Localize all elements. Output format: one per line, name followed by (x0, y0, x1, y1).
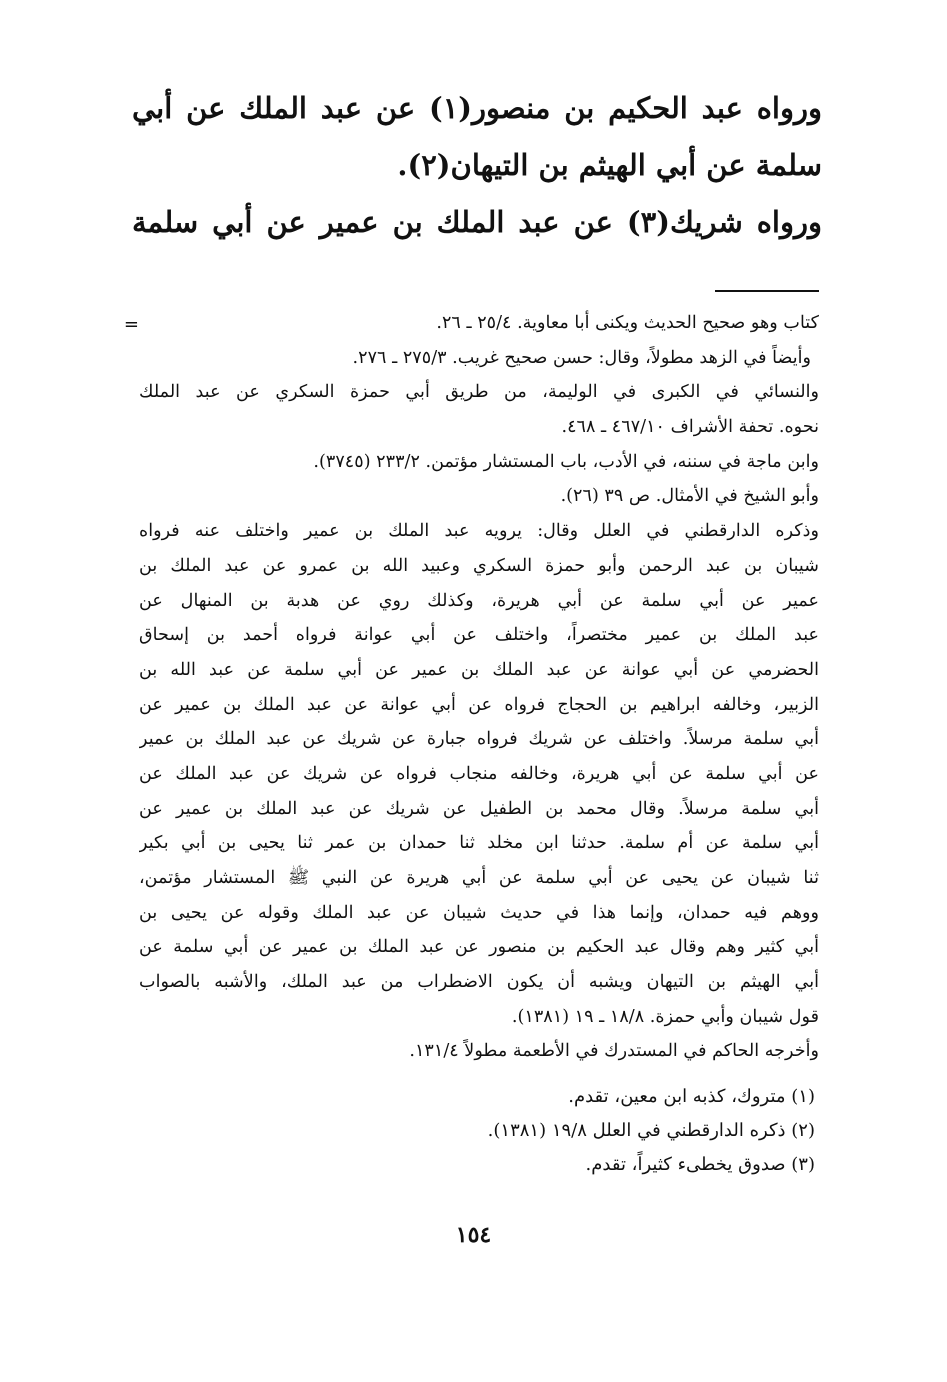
note-line: عبد الملك بن عمير مختصراً، واختلف عن أبي عوانة فرواه أحمد بن إسحاق (139, 625, 819, 646)
main-text (132, 80, 822, 251)
note-line: وذكره الدارقطني في العلل وقال: يرويه عبد الملك بن عمير واختلف عنه فرواه (139, 521, 819, 542)
note-line: شيبان بن عبد الرحمن وأبو حمزة السكري وعبيد الله بن عمرو عن عبد الملك بن (139, 555, 819, 576)
continued-footnote (139, 306, 819, 1069)
main-text-line: ورواه شريك(٣) عن عبد الملك بن عمير عن أبي سلمة (132, 205, 822, 239)
note-line: ووهم فيه حمدان، وإنما هذا في حديث شيبان عن عبد الملك وقوله عن يحيى بن (139, 902, 819, 923)
note-line: قول شيبان وأبي حمزة. ١٨/٨ ـ ١٩ (١٣٨١). (511, 1006, 819, 1027)
note-line: وأبو الشيخ في الأمثال. ص ٣٩ (٢٦). (560, 486, 819, 507)
note-line: أبي سلمة عن أم سلمة. حدثنا ابن مخلد ثنا حمدان بن عمر ثنا يحيى بن أبي بكير (139, 833, 819, 854)
footnote-separator (715, 290, 819, 292)
note-line: ثنا شيبان عن يحيى عن أبي سلمة عن أبي هريرة عن النبي ﷺ المستشار مؤتمن، (139, 868, 819, 888)
note-line: الزبير، وخالفه ابراهيم بن الحجاج فرواه عن أبي عوانة عن عبد الملك بن عمير عن (139, 694, 819, 715)
page-number: ١٥٤ (455, 1222, 492, 1248)
main-text-line: ورواه عبد الحكيم بن منصور(١) عن عبد الملك عن أبي (132, 91, 822, 125)
note-line: عمير عن أبي سلمة عن أبي هريرة، وكذلك روي عن هدبة بن المنهال عن (139, 590, 819, 611)
continuation-mark: = (123, 314, 139, 335)
note-line: أبي سلمة مرسلاً. وقال محمد بن الطفيل عن شريك عن عبد الملك بن عمير عن (139, 798, 819, 819)
main-text-line: سلمة عن أبي الهيثم بن التيهان(٢). (397, 148, 822, 182)
note-line: كتاب وهو صحيح الحديث ويكنى أبا معاوية. ٢٥/٤ ـ ٢٦. (436, 313, 819, 333)
note-line: عن أبي سلمة عن أبي هريرة، وخالفه منجاب فرواه عن شريك عن عبد الملك عن (139, 763, 819, 784)
note-line: أبي الهيثم بن التيهان ويشبه أن يكون الاضطراب من عبد الملك، والأشبه بالصواب (139, 972, 819, 993)
note-line: أبي سلمة مرسلاً. واختلف عن شريك فرواه جبارة عن شريك عن عبد الملك بن عمير (139, 729, 819, 750)
note-line: نحوه. تحفة الأشراف ٤٦٧/١٠ ـ ٤٦٨. (561, 417, 819, 438)
footnote-item: (٣) صدوق يخطىء كثيراً، تقدم. (585, 1154, 815, 1175)
note-line: والنسائي في الكبرى في الوليمة، من طريق أبي حمزة السكري عن عبد الملك (139, 382, 819, 403)
note-line: أبي كثير وهم وقال عبد الحكيم بن منصور عن عبد الملك بن عمير عن أبي سلمة عن (139, 937, 819, 958)
footnote-item: (٢) ذكره الدارقطني في العلل ١٩/٨ (١٣٨١). (487, 1120, 815, 1141)
footnote-item: (١) متروك، كذبه ابن معين، تقدم. (568, 1086, 815, 1107)
note-line: وأيضاً في الزهد مطولاً، وقال: حسن صحيح غريب. ٢٧٥/٣ ـ ٢٧٦. (352, 347, 811, 368)
note-line: الحضرمي عن أبي عوانة عن عبد الملك بن عمير عن أبي سلمة عن عبد الله بن (139, 659, 819, 680)
footnotes (135, 1080, 815, 1182)
note-line: وابن ماجة في سننه، في الأدب، باب المستشار مؤتمن. ٢٣٣/٢ (٣٧٤٥). (313, 451, 819, 472)
note-line: وأخرجه الحاكم في المستدرك في الأطعمة مطولاً ١٣١/٤. (409, 1041, 819, 1062)
